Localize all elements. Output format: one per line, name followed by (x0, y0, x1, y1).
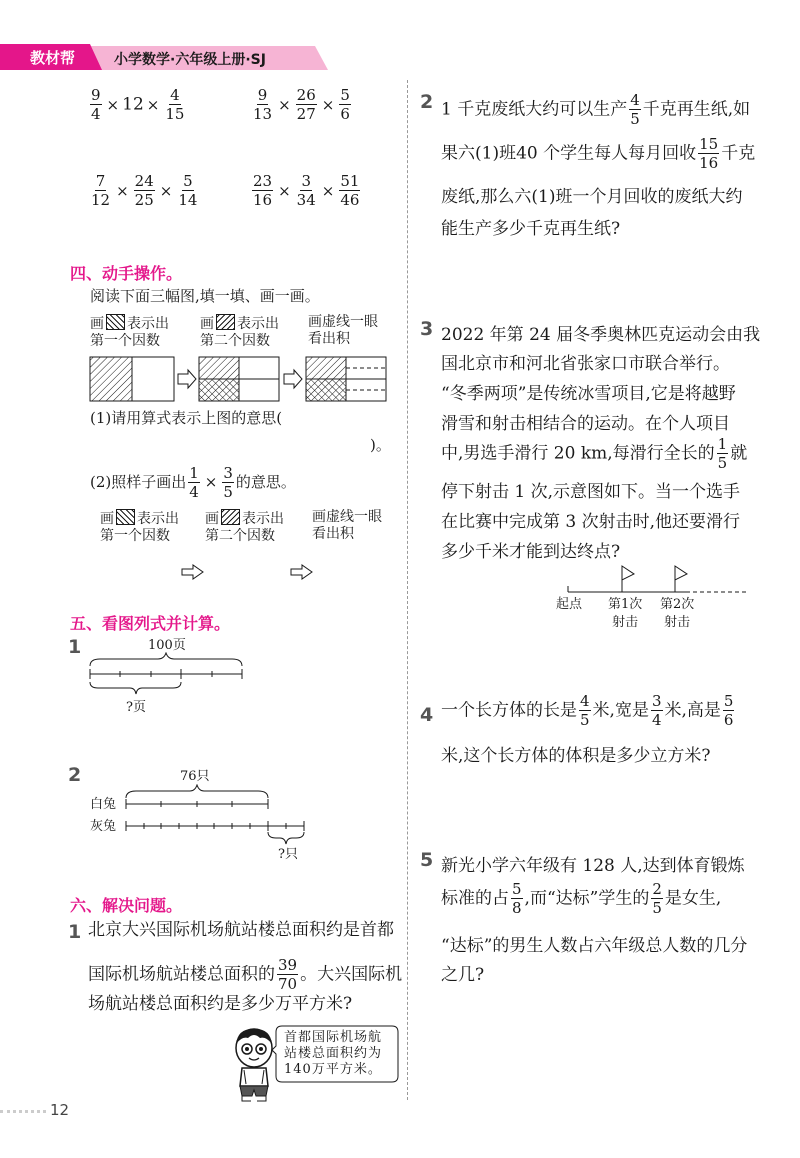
diagram2-total-label: 76只 (180, 769, 210, 784)
calc-expression-4: $\frac{23}{16}$ × $\frac{3}{34}$ × $\frac{51}{46}$ (253, 172, 360, 209)
p5-line1: 新光小学六年级有 128 人,达到体育锻炼 (441, 856, 745, 876)
header-badge: 教材帮 (30, 49, 76, 67)
p3-line7: 在比赛中完成第 3 次射击时,他还要滑行 (441, 512, 741, 532)
calc-expression-2: $\frac{9}{13}$ × $\frac{26}{27}$ × $\frac{5}{6}$ (253, 86, 350, 123)
hatch-swatch-icon (106, 314, 125, 330)
section4-q1-close: )。 (370, 436, 391, 454)
section4-intro: 阅读下面三幅图,填一填、画一画。 (90, 287, 320, 305)
hatch-swatch-icon (116, 509, 135, 525)
arrow-right-icon (180, 564, 206, 580)
p4-line1: 一个长方体的长是 $\frac{4}{5}$ 米,宽是 $\frac{3}{4}$ 米,高是 $\frac{5}{6}$ (441, 692, 734, 729)
problem-number: 2 (420, 91, 434, 113)
page-number: 12 (50, 1101, 70, 1119)
p2-line1: 1 千克废纸大约可以生产 $\frac{4}{5}$ 千克再生纸,如 (441, 91, 751, 128)
legend2-product: 画虚线一眼 看出积 (312, 509, 382, 542)
p3-line6: 停下射击 1 次,示意图如下。当一个选手 (441, 482, 741, 502)
p3-line3: “冬季两项”是传统冰雪项目,它是将越野 (441, 384, 736, 404)
legend2-factor1: 画 表示出 第一个因数 (100, 511, 179, 544)
multiplication-diagram (88, 355, 398, 403)
calc-expression-1: $\frac{9}{4}$ × 12 × $\frac{4}{15}$ (91, 86, 185, 123)
p3-line5: 中,男选手滑行 20 km,每滑行全长的 $\frac{1}{5}$ 就 (441, 435, 748, 472)
diagram2-segments (120, 784, 320, 848)
diagram2-gray-label: 灰兔 (90, 819, 117, 834)
p3-line8: 多少千米才能到达终点? (441, 542, 621, 562)
section6-p1-line3: 场航站楼总面积约是多少万平方米? (88, 994, 353, 1014)
section4-title: 四、动手操作。 (70, 264, 183, 283)
problem-number: 4 (420, 704, 434, 726)
diagram1-segment (86, 652, 246, 698)
section6-p1-line1: 北京大兴国际机场航站楼总面积约是首都 (88, 920, 394, 940)
legend-factor2: 画 表示出 第二个因数 (200, 316, 279, 349)
p3-line1: 2022 年第 24 届冬季奥林匹克运动会由我 (441, 325, 761, 345)
section6-p1-line2: 国际机场航站楼总面积的 $\frac{39}{70}$ 。大兴国际机 (88, 956, 403, 993)
problem-number: 3 (420, 318, 434, 340)
legend2-factor2: 画 表示出 第二个因数 (205, 511, 284, 544)
arrow-right-icon (289, 564, 315, 580)
p2-line2: 果六(1)班40 个学生每人每月回收 $\frac{15}{16}$ 千克 (441, 135, 756, 172)
p5-line4: 之几? (441, 965, 485, 985)
section6-title: 六、解决问题。 (70, 896, 183, 915)
header-title: 小学数学·六年级上册·SJ (114, 52, 266, 68)
header-bar (0, 44, 328, 72)
crosshatch-swatch-icon (221, 509, 240, 525)
calc-expression-3: $\frac{7}{12}$ × $\frac{24}{25}$ × $\frac{5}{14}$ (91, 172, 198, 209)
p3-line4: 滑雪和射击相结合的运动。在个人项目 (441, 414, 730, 434)
p5-line2: 标准的占 $\frac{5}{8}$ ,而“达标”学生的 $\frac{2}{5}$ 是女生, (441, 880, 722, 917)
problem-number: 5 (420, 849, 434, 871)
diagram2-ask-label: ?只 (278, 847, 298, 862)
legend-product: 画虚线一眼 看出积 (308, 314, 378, 347)
route-shot1-label: 第1次 射击 (608, 597, 643, 630)
route-shot2-label: 第2次 射击 (660, 597, 695, 630)
p2-line4: 能生产多少千克再生纸? (441, 219, 621, 239)
diagram2-white-label: 白兔 (90, 797, 117, 812)
section4-q1: (1)请用算式表示上图的意思( (90, 409, 283, 427)
p4-line2: 米,这个长方体的体积是多少立方米? (441, 746, 711, 766)
problem-number: 1 (68, 921, 82, 943)
route-start-label: 起点 (556, 597, 583, 612)
column-divider (407, 80, 408, 1100)
p5-line3: “达标”的男生人数占六年级总人数的几分 (441, 936, 748, 956)
p3-line2: 国北京市和河北省张家口市联合举行。 (441, 354, 730, 374)
diagram1-total-label: 100页 (148, 638, 186, 653)
problem-number: 2 (68, 764, 82, 786)
section5-title: 五、看图列式并计算。 (70, 614, 231, 633)
diagram1-ask-label: ?页 (126, 700, 146, 715)
crosshatch-swatch-icon (216, 314, 235, 330)
page-number-dots (0, 1110, 46, 1113)
legend-factor1: 画 表示出 第一个因数 (90, 316, 169, 349)
p2-line3: 废纸,那么六(1)班一个月回收的废纸大约 (441, 187, 743, 207)
speech-bubble-text: 首都国际机场航 站楼总面积约为 140万平方米。 (284, 1030, 383, 1077)
ski-route-diagram (560, 560, 750, 602)
section4-q2: (2)照样子画出 $\frac{1}{4}$ × $\frac{3}{5}$ 的意思。 (90, 464, 296, 501)
problem-number: 1 (68, 636, 82, 658)
